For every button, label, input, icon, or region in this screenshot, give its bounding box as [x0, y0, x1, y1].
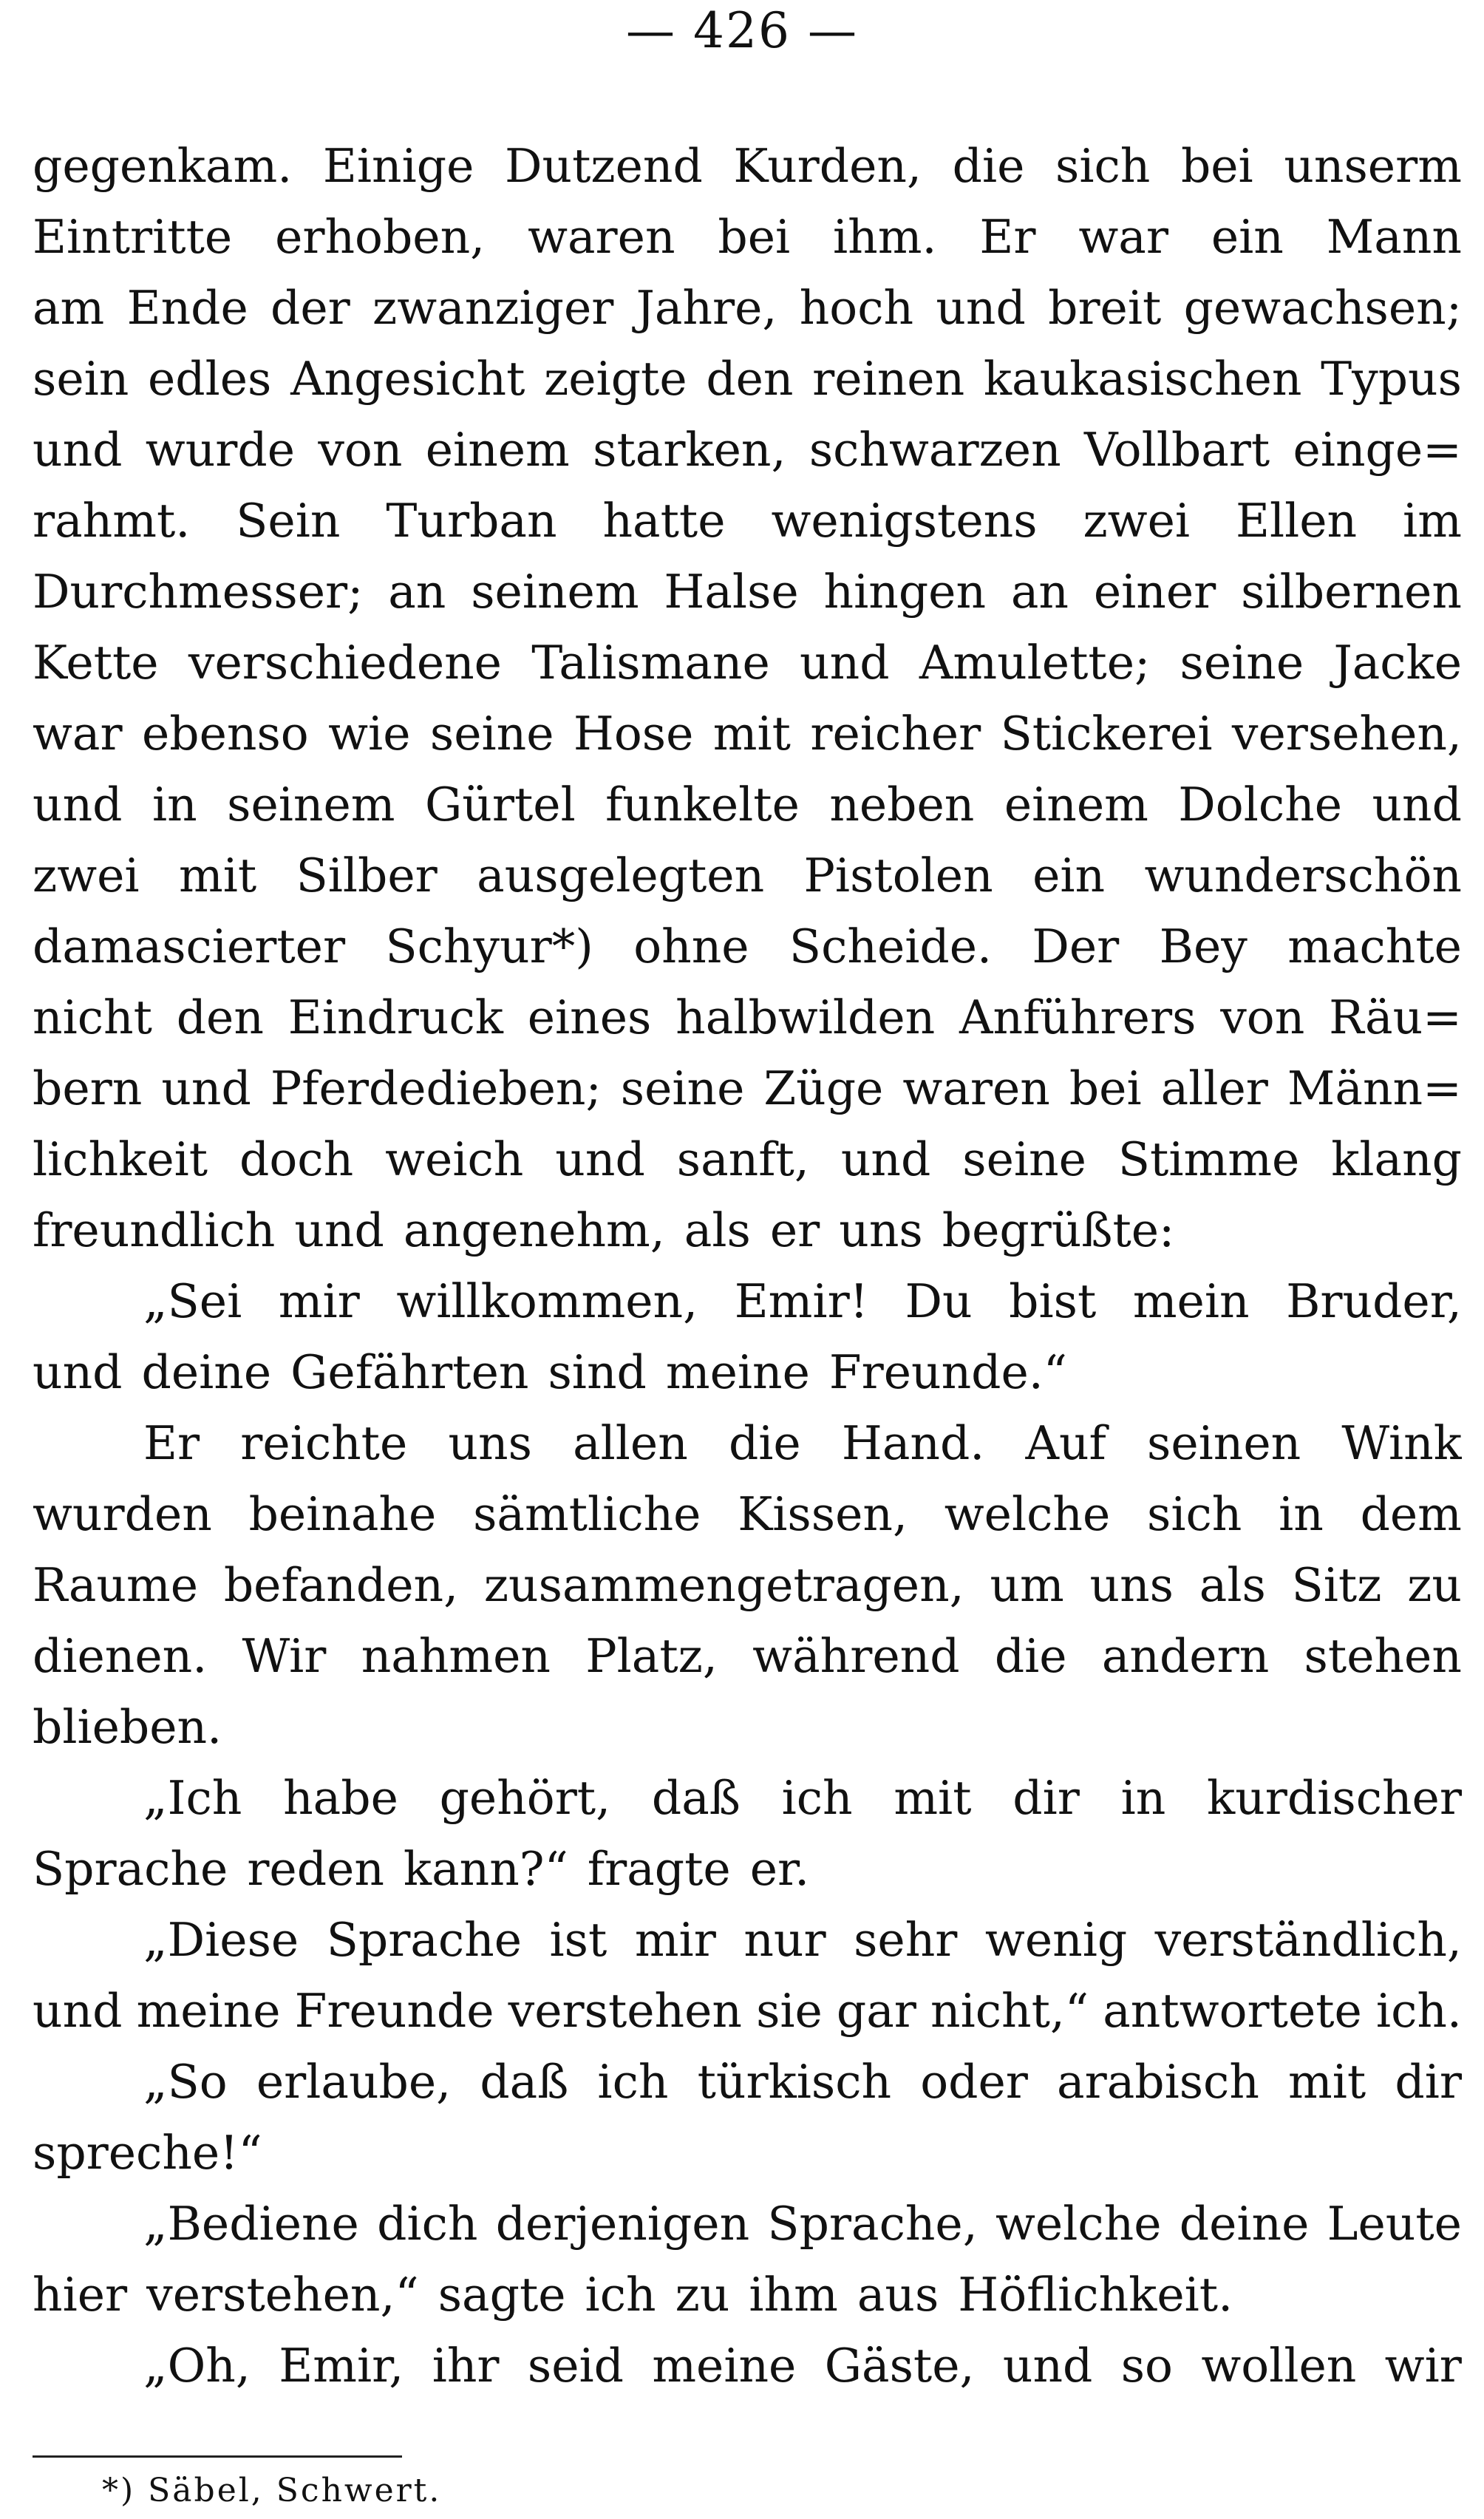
text-line: „Oh, Emir, ihr seid meine Gäste, und so wollen wir [143, 2339, 1462, 2393]
text-line: Raume befanden, zusammengetragen, um uns als Sitz zu [33, 1558, 1462, 1612]
text-line: „Bediene dich derjenigen Sprache, welche deine Leute [143, 2197, 1462, 2251]
text-line: wurden beinahe sämtliche Kissen, welche sich in dem [33, 1487, 1462, 1541]
text-line: nicht den Eindruck eines halbwilden Anführers von Räu= [33, 990, 1462, 1044]
text-line: und wurde von einem starken, schwarzen Vollbart einge= [33, 423, 1462, 477]
text-line: „Sei mir willkommen, Emir! Du bist mein Bruder, [143, 1274, 1462, 1328]
text-line: Eintritte erhoben, waren bei ihm. Er war ein Mann [33, 210, 1462, 264]
text-line: „Diese Sprache ist mir nur sehr wenig verständlich, [143, 1913, 1462, 1967]
footnote: *) Säbel, Schwert. [102, 2472, 442, 2509]
page-number-header: — 426 — [626, 2, 858, 59]
text-line: Durchmesser; an seinem Halse hingen an einer silbernen [33, 565, 1462, 619]
text-line: rahmt. Sein Turban hatte wenigstens zwei Ellen im [33, 494, 1462, 548]
text-line: Er reichte uns allen die Hand. Auf seinen Wink [143, 1416, 1462, 1470]
text-line: gegenkam. Einige Dutzend Kurden, die sich bei unserm [33, 139, 1462, 193]
text-line: Kette verschiedene Talismane und Amulette; seine Jacke [33, 636, 1462, 690]
text-line: bern und Pferdedieben; seine Züge waren bei aller Männ= [33, 1061, 1462, 1115]
text-line: und deine Gefährten sind meine Freunde.“ [33, 1345, 1067, 1399]
body-text [33, 124, 1462, 2395]
text-line: „So erlaube, daß ich türkisch oder arabisch mit dir [143, 2055, 1462, 2109]
text-line: am Ende der zwanziger Jahre, hoch und breit gewachsen; [33, 281, 1462, 335]
text-line: spreche!“ [33, 2126, 262, 2180]
text-line: hier verstehen,“ sagte ich zu ihm aus Höflichkeit. [33, 2268, 1233, 2322]
text-line: und meine Freunde verstehen sie gar nicht,“ antwortete ich. [33, 1984, 1462, 2038]
text-line: und in seinem Gürtel funkelte neben einem Dolche und [33, 778, 1462, 832]
text-line: sein edles Angesicht zeigte den reinen kaukasischen Typus [33, 352, 1462, 406]
text-line: freundlich und angenehm, als er uns begrüßte: [33, 1203, 1175, 1257]
text-line: war ebenso wie seine Hose mit reicher Stickerei versehen, [33, 707, 1462, 761]
text-line: dienen. Wir nahmen Platz, während die andern stehen [33, 1629, 1462, 1683]
text-line: „Ich habe gehört, daß ich mit dir in kurdischer [143, 1771, 1462, 1825]
text-line: lichkeit doch weich und sanft, und seine Stimme klang [33, 1132, 1462, 1186]
text-line: Sprache reden kann?“ fragte er. [33, 1842, 810, 1896]
text-line: zwei mit Silber ausgelegten Pistolen ein wunderschön [33, 849, 1462, 902]
footnote-divider [33, 2455, 402, 2458]
text-line: blieben. [33, 1700, 222, 1754]
text-line: damascierter Schyur*) ohne Scheide. Der Bey machte [33, 919, 1462, 973]
